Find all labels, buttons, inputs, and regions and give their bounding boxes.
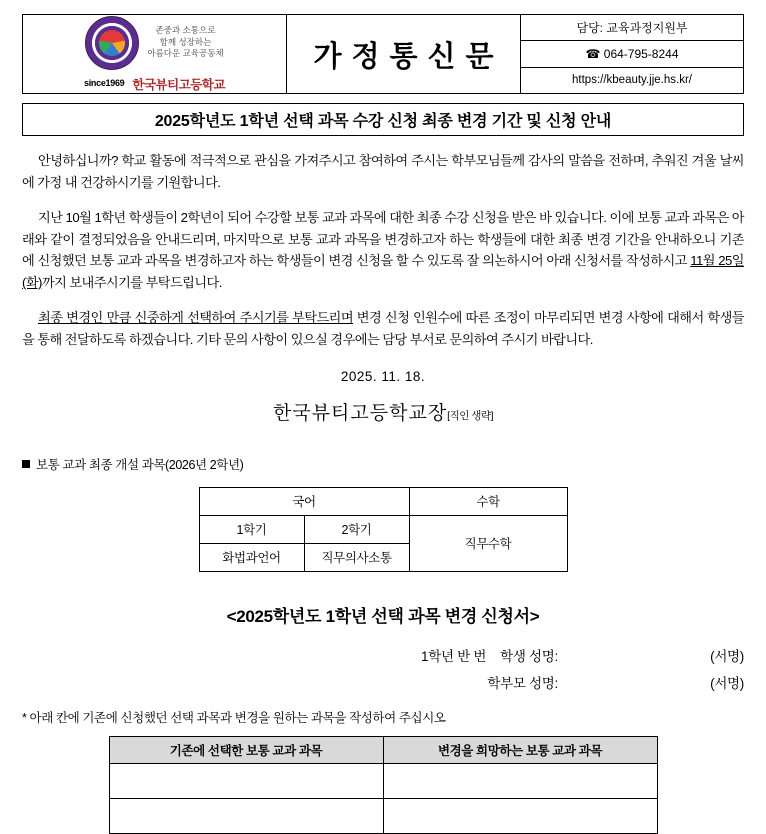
paragraph-1: 안녕하십니까? 학교 활동에 적극적으로 관심을 가져주시고 참여하여 주시는 학부모님들께 감사의 말씀을 전하며, 추워진 겨울 날씨에 가정 내 건강하시기를 기원합니다.: [22, 153, 744, 190]
paragraph-2-part-b: 까지 보내주시기를 부탁드립니다.: [41, 275, 222, 291]
table-header-row: [109, 736, 657, 763]
logo-row: [85, 16, 223, 70]
square-bullet-icon: [22, 460, 30, 468]
change-table-wrapper: [22, 736, 744, 834]
math-header-cell: 수학: [409, 487, 567, 515]
semester1-cell: 1학기: [199, 515, 304, 543]
paragraph-3-rest: 변경 신청 인원수에 따른 조정이 마무리되면 변경 사항에 대해서 학생들을 통해 전달하도록 하겠습니다. 기타 문의 사항이 있으실 경우에는 담당 부서로 문의하여 주시기 바랍니다.: [22, 310, 744, 347]
school-name: 한국뷰티고등학교: [132, 77, 225, 92]
issue-date: 2025. 11. 18.: [340, 368, 426, 384]
paragraph-3-underlined: 최종 변경인 만큼 신중하게 선택하여 주시기를 부탁드리며: [38, 310, 354, 326]
grade-class-number-label: 1학년 반 번: [421, 648, 487, 664]
department-line: 담당: 교육과정지원부: [521, 15, 743, 41]
student-signature-note: (서명): [710, 648, 744, 664]
paragraph-3: [22, 307, 744, 351]
existing-subject-input[interactable]: [109, 763, 383, 798]
table-row: [109, 763, 657, 798]
deadline-text: 11월 25일(화): [22, 253, 744, 291]
header-title-cell: [287, 15, 521, 93]
math-subject-cell: 직무수학: [409, 515, 567, 571]
paragraph-2: [22, 207, 744, 294]
document-title-box: [22, 103, 744, 136]
document-header: [22, 14, 744, 94]
parent-name-label: 학부모 성명:: [487, 675, 558, 691]
paragraph-2-part-a: 지난 10월 1학년 학생들이 2학년이 되어 수강할 보통 교과 과목에 대한 최종 수강 신청을 받은 바 있습니다. 이에 보통 교과 과목은 아래와 같이 결정되었음을 안내드리며, 마지막으로 보통 교과 과목을 변경하고자 하는 학생들에 대한 최종 변경 기간을 안내하오니 기존에 신청했던 보통 교과 과목을 변경하고자 하는 학생들이 변경 신청을 할 수 있도록 잘 의논하시어 아래 신청서를 작성하시고: [22, 209, 744, 269]
signer-name: 한국뷰티고등학교장: [272, 402, 448, 424]
school-slogan: [147, 25, 223, 59]
change-table: [109, 736, 658, 834]
desired-subject-input-2[interactable]: [383, 798, 657, 833]
application-note: * 아래 칸에 기존에 신청했던 선택 과목과 변경을 원하는 과목을 작성하여 주십시오: [22, 710, 446, 725]
existing-subject-header: 기존에 선택한 보통 교과 과목: [109, 736, 383, 763]
school-text-block: [147, 25, 223, 59]
since-caption: since1969: [84, 78, 125, 88]
section-heading-text: 보통 교과 최종 개설 과목(2026년 2학년): [36, 457, 244, 472]
school-logo-block: [23, 15, 287, 93]
slogan-line-2: 함께 성장하는: [159, 36, 212, 47]
table-row: [199, 515, 567, 543]
application-title: <2025학년도 1학년 선택 과목 변경 신청서>: [226, 606, 540, 626]
desired-subject-header: 변경을 희망하는 보통 교과 과목: [383, 736, 657, 763]
section-heading: [22, 455, 744, 473]
application-fields: [22, 645, 744, 692]
seal-note: [직인 생략]: [447, 409, 493, 422]
page-title: 2025학년도 1학년 선택 과목 수강 신청 최종 변경 기간 및 신청 안내: [154, 113, 612, 130]
subject-table: [199, 487, 568, 572]
subject-table-wrapper: [22, 487, 744, 572]
parent-signature-note: (서명): [710, 675, 744, 691]
phone-line: ☎ 064-795-8244: [521, 41, 743, 67]
school-emblem-icon: [85, 16, 139, 70]
existing-subject-input-2[interactable]: [109, 798, 383, 833]
korean-sem1-subject-cell: 화법과언어: [199, 543, 304, 571]
semester2-cell: 2학기: [304, 515, 409, 543]
signature-line: [22, 398, 744, 425]
slogan-line-1: 존중과 소통으로: [155, 25, 216, 36]
table-row: [109, 798, 657, 833]
table-row: [199, 487, 567, 515]
document-body: [22, 150, 744, 425]
newsletter-title: 가정통신문: [313, 40, 504, 73]
parent-field-row: [22, 672, 744, 692]
korean-header-cell: 국어: [199, 487, 409, 515]
student-name-label: 학생 성명:: [500, 648, 558, 664]
korean-sem2-subject-cell: 직무의사소통: [304, 543, 409, 571]
website-line: https://kbeauty.jje.hs.kr/: [572, 74, 692, 87]
slogan-line-3: 아름다운 교육공동체: [147, 48, 224, 59]
student-field-row: [22, 645, 744, 665]
desired-subject-input[interactable]: [383, 763, 657, 798]
school-name-row: [84, 72, 225, 93]
header-contact-block: [521, 15, 743, 93]
